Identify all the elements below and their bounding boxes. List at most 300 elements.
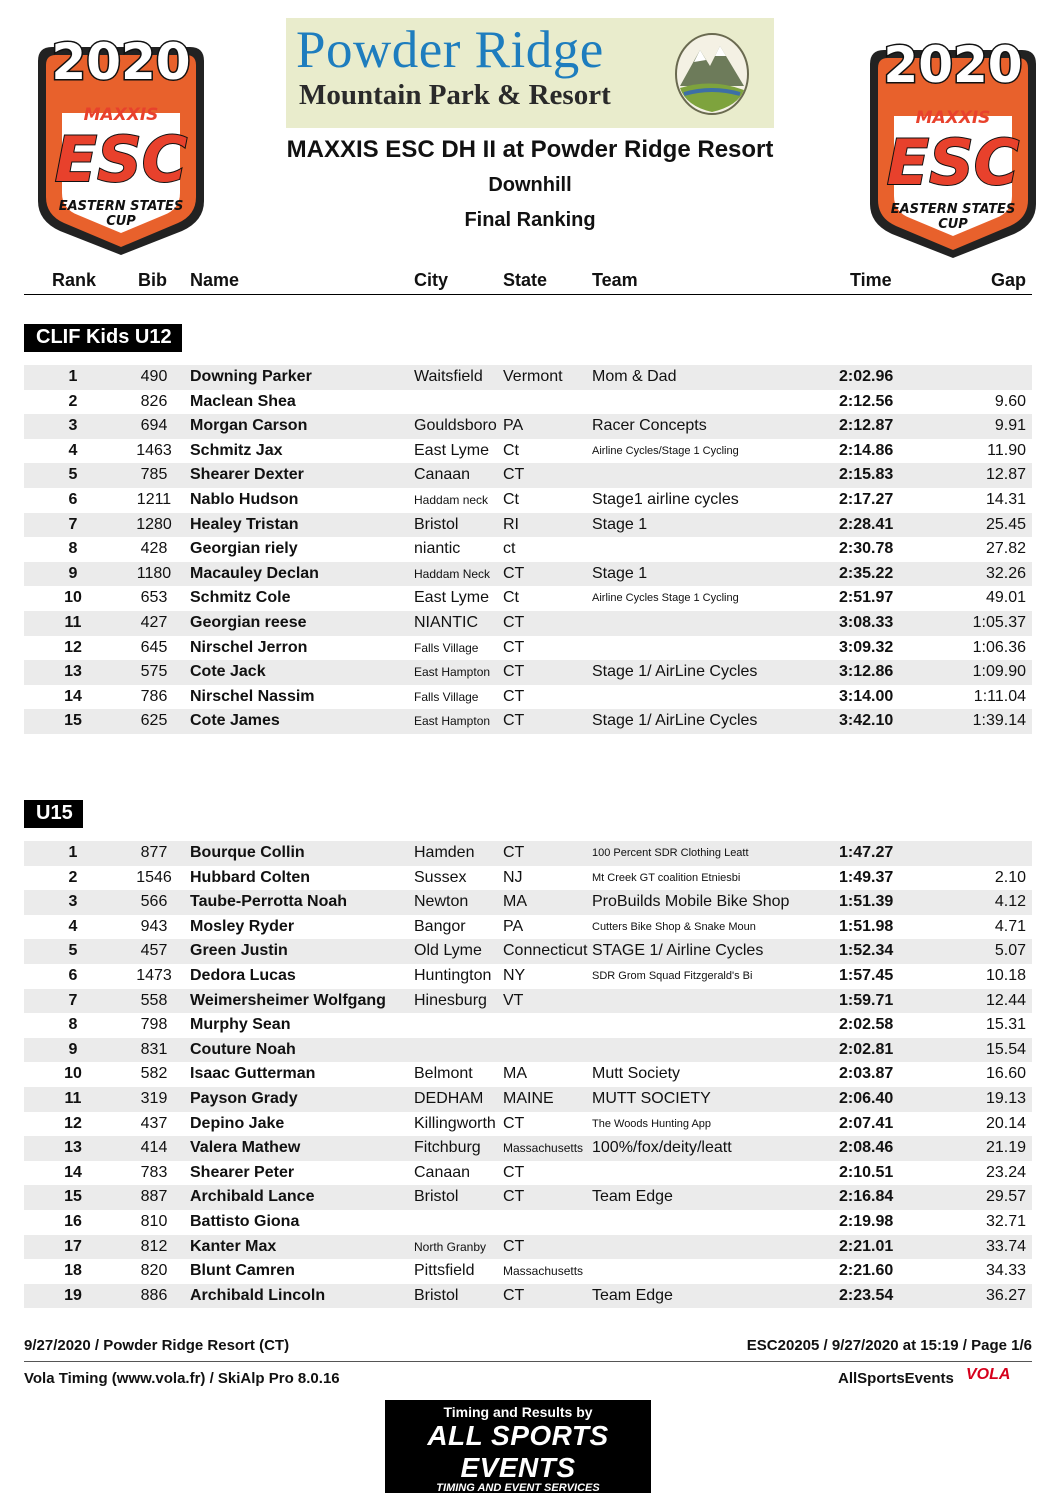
cell-team: The Woods Hunting App xyxy=(592,1117,712,1130)
cell-rank: 15 xyxy=(64,712,82,730)
cell-time: 2:28.41 xyxy=(839,515,894,533)
cell-time: 2:08.46 xyxy=(839,1139,894,1157)
footer-right: ESC20205 / 9/27/2020 at 15:19 / Page 1/6 xyxy=(746,1337,1032,1354)
cell-gap: 19.13 xyxy=(985,1089,1026,1107)
cell-gap: 33.74 xyxy=(985,1237,1026,1255)
cell-rank: 6 xyxy=(68,966,78,984)
table-row xyxy=(24,488,1032,513)
cell-rank: 9 xyxy=(68,1040,78,1058)
cell-team: 100 Percent SDR Clothing Leatt xyxy=(592,847,749,859)
cell-state: Massachusetts xyxy=(503,1141,584,1156)
cell-bib: 558 xyxy=(140,991,168,1009)
col-gap: Gap xyxy=(990,270,1026,290)
table-row xyxy=(24,841,1032,866)
cell-city: Canaan xyxy=(414,1163,471,1181)
cell-city: niantic xyxy=(414,540,461,558)
cell-time: 1:51.98 xyxy=(839,917,894,935)
cell-gap: 1:11.04 xyxy=(973,687,1026,705)
category-header: U15 xyxy=(24,800,83,828)
cell-state: CT xyxy=(503,1163,525,1181)
cell-rank: 5 xyxy=(68,942,78,960)
cell-name: Hubbard Colten xyxy=(190,868,310,886)
cell-state: CT xyxy=(503,466,525,484)
table-row xyxy=(24,1185,1032,1210)
cell-city: North Granby xyxy=(414,1239,487,1254)
cell-gap: 9.91 xyxy=(994,417,1026,435)
cell-rank: 3 xyxy=(68,893,78,911)
cell-gap: 4.71 xyxy=(994,917,1026,935)
cell-time: 3:09.32 xyxy=(839,638,894,656)
cell-gap: 14.31 xyxy=(985,490,1026,508)
table-row xyxy=(24,964,1032,989)
cell-team: Mt Creek GT coalition Etniesbi xyxy=(592,871,741,884)
cell-time: 2:02.96 xyxy=(839,368,894,385)
cell-city: East Lyme xyxy=(414,441,489,459)
cell-name: Isaac Gutterman xyxy=(190,1065,316,1083)
cell-city: Falls Village xyxy=(414,689,479,704)
cell-state: Ct xyxy=(503,490,519,508)
cell-rank: 18 xyxy=(64,1262,82,1280)
cell-gap: 2.10 xyxy=(994,868,1026,886)
table-row xyxy=(24,390,1032,415)
cell-state: ct xyxy=(503,540,516,558)
cell-bib: 490 xyxy=(140,368,168,385)
cell-city: Killingworth xyxy=(414,1114,496,1132)
powder-ridge-banner xyxy=(286,18,774,128)
cell-gap: 34.33 xyxy=(985,1262,1026,1280)
cell-rank: 13 xyxy=(64,663,82,681)
svg-text:ESC: ESC xyxy=(886,126,1020,199)
cell-name: Nirschel Jerron xyxy=(190,638,308,656)
cell-name: Nablo Hudson xyxy=(190,490,299,508)
svg-text:EASTERN STATES: EASTERN STATES xyxy=(58,199,184,214)
esc-logo-right xyxy=(864,28,1042,260)
cell-gap: 12.44 xyxy=(985,991,1026,1009)
cell-team: Stage 1/ AirLine Cycles xyxy=(592,663,758,681)
cell-name: Downing Parker xyxy=(190,368,312,385)
table-row xyxy=(24,866,1032,891)
cell-time: 3:14.00 xyxy=(839,687,894,705)
cell-city: Pittsfield xyxy=(414,1262,475,1280)
cell-team: Team Edge xyxy=(592,1286,673,1304)
cell-city: DEDHAM xyxy=(414,1089,484,1107)
cell-bib: 437 xyxy=(140,1114,168,1132)
svg-text:CUP: CUP xyxy=(106,214,136,229)
cell-gap: 16.60 xyxy=(985,1065,1026,1083)
cell-gap: 1:06.36 xyxy=(972,638,1026,656)
cell-rank: 11 xyxy=(64,1089,82,1107)
column-headers xyxy=(24,270,1032,295)
table-row xyxy=(24,365,1032,390)
cell-city: Bristol xyxy=(414,515,459,533)
cell-state: Vermont xyxy=(503,368,563,385)
table-row xyxy=(24,1087,1032,1112)
table-row xyxy=(24,636,1032,661)
cell-bib: 1463 xyxy=(136,441,172,459)
cell-team: ProBuilds Mobile Bike Shop xyxy=(592,893,790,911)
cell-name: Murphy Sean xyxy=(190,1016,291,1034)
cell-state: RI xyxy=(503,515,519,533)
footer-organizer: AllSportsEvents xyxy=(838,1370,954,1387)
cell-time: 2:02.58 xyxy=(839,1016,894,1034)
svg-text:ESC: ESC xyxy=(54,123,188,196)
cell-gap: 9.60 xyxy=(994,392,1026,410)
cell-time: 1:51.39 xyxy=(839,893,894,911)
cell-gap: 32.71 xyxy=(985,1212,1026,1230)
cell-bib: 887 xyxy=(140,1188,168,1206)
cell-city: Waitsfield xyxy=(414,368,483,385)
cell-bib: 812 xyxy=(140,1237,168,1255)
cell-time: 2:02.81 xyxy=(839,1040,894,1058)
cell-rank: 13 xyxy=(64,1139,82,1157)
cell-state: CT xyxy=(503,1286,525,1304)
cell-gap: 32.26 xyxy=(985,564,1026,582)
cell-state: CT xyxy=(503,687,525,705)
cell-state: VT xyxy=(503,991,524,1009)
table-row xyxy=(24,1235,1032,1260)
cell-bib: 566 xyxy=(140,893,168,911)
vola-logo: VOLA xyxy=(966,1366,1011,1383)
table-row xyxy=(24,890,1032,915)
cell-rank: 12 xyxy=(64,638,82,656)
cell-rank: 14 xyxy=(64,687,82,705)
table-row xyxy=(24,463,1032,488)
all-sports-events-logo: Timing and Results by ALL SPORTS EVENTS TIMING AND EVENT SERVICES www.allsportsevents.com xyxy=(385,1400,651,1493)
cell-state: PA xyxy=(503,917,524,935)
cell-state: Connecticut xyxy=(503,942,588,960)
cell-rank: 12 xyxy=(64,1114,82,1132)
cell-name: Payson Grady xyxy=(190,1089,298,1107)
mountain-icon xyxy=(672,28,752,118)
cell-rank: 19 xyxy=(64,1286,82,1304)
ranking-title: Final Ranking xyxy=(464,209,596,231)
cell-name: Archibald Lance xyxy=(190,1188,315,1206)
cell-name: Weimersheimer Wolfgang xyxy=(190,991,386,1009)
cell-rank: 7 xyxy=(68,515,78,533)
cell-team: 100%/fox/deity/leatt xyxy=(592,1139,732,1157)
cell-rank: 3 xyxy=(68,417,78,435)
cell-team: SDR Grom Squad Fitzgerald's Bi xyxy=(592,969,753,982)
cell-city: Old Lyme xyxy=(414,942,482,960)
col-name: Name xyxy=(190,270,240,290)
table-row xyxy=(24,685,1032,710)
cell-gap: 36.27 xyxy=(985,1286,1026,1304)
cell-time: 2:19.98 xyxy=(839,1212,894,1230)
cell-time: 2:51.97 xyxy=(839,589,894,607)
cell-state: CT xyxy=(503,564,525,582)
cell-time: 2:12.87 xyxy=(839,417,894,435)
cell-city: Falls Village xyxy=(414,640,479,655)
cell-bib: 798 xyxy=(140,1016,168,1034)
table-row xyxy=(24,989,1032,1014)
cell-rank: 4 xyxy=(68,441,78,459)
cell-time: 2:12.56 xyxy=(839,392,894,410)
cell-name: Georgian riely xyxy=(190,540,298,558)
cell-rank: 10 xyxy=(64,1065,82,1083)
cell-state: Massachusetts xyxy=(503,1264,584,1279)
cell-bib: 1546 xyxy=(136,868,172,886)
cell-gap: 27.82 xyxy=(985,540,1026,558)
cell-rank: 8 xyxy=(68,1016,78,1034)
cell-rank: 6 xyxy=(68,490,78,508)
cell-time: 2:17.27 xyxy=(839,490,894,508)
cell-team: Stage 1 xyxy=(592,515,648,533)
cell-time: 2:35.22 xyxy=(839,564,894,582)
cell-rank: 2 xyxy=(68,392,78,410)
footer-software: Vola Timing (www.vola.fr) / SkiAlp Pro 8.0.16 xyxy=(24,1370,340,1387)
svg-text:CUP: CUP xyxy=(938,217,968,232)
cell-name: Archibald Lincoln xyxy=(190,1286,326,1304)
table-row xyxy=(24,1259,1032,1284)
cell-bib: 886 xyxy=(140,1286,168,1304)
table-row xyxy=(24,414,1032,439)
cell-bib: 826 xyxy=(140,392,168,410)
cell-name: Kanter Max xyxy=(190,1237,277,1255)
cell-state: PA xyxy=(503,417,524,435)
cell-name: Georgian reese xyxy=(190,613,307,631)
cell-state: CT xyxy=(503,844,525,861)
cell-bib: 1211 xyxy=(136,490,172,508)
cell-name: Shearer Dexter xyxy=(190,466,304,484)
svg-text:MAXXIS: MAXXIS xyxy=(915,108,991,128)
cell-state: Ct xyxy=(503,441,519,459)
cell-name: Blunt Camren xyxy=(190,1262,295,1280)
cell-rank: 9 xyxy=(68,564,78,582)
cell-rank: 1 xyxy=(68,368,78,385)
table-row xyxy=(24,939,1032,964)
table-row xyxy=(24,562,1032,587)
cell-bib: 625 xyxy=(140,712,168,730)
cell-gap: 21.19 xyxy=(985,1139,1026,1157)
cell-city: Huntington xyxy=(414,966,492,984)
cell-team: Cutters Bike Shop & Snake Moun xyxy=(592,920,756,933)
cell-bib: 1280 xyxy=(136,515,172,533)
cell-name: Nirschel Nassim xyxy=(190,687,315,705)
cell-bib: 943 xyxy=(140,917,168,935)
cell-bib: 582 xyxy=(140,1065,168,1083)
cell-city: Canaan xyxy=(414,466,471,484)
discipline: Downhill xyxy=(488,174,572,196)
cell-bib: 785 xyxy=(140,466,168,484)
cell-team: Airline Cycles Stage 1 Cycling xyxy=(592,592,739,605)
table-row xyxy=(24,660,1032,685)
cell-name: Macauley Declan xyxy=(190,564,319,582)
cell-bib: 810 xyxy=(140,1212,168,1230)
cell-team: MUTT SOCIETY xyxy=(592,1089,711,1107)
results-table-u15 xyxy=(24,841,1032,1308)
cell-state: MAINE xyxy=(503,1089,554,1107)
cell-rank: 16 xyxy=(64,1212,82,1230)
cell-gap: 15.31 xyxy=(985,1016,1026,1034)
cell-bib: 575 xyxy=(140,663,168,681)
cell-city: NIANTIC xyxy=(414,613,478,631)
cell-gap: 49.01 xyxy=(985,589,1026,607)
cell-city: Bangor xyxy=(414,917,466,935)
footer-info xyxy=(24,1337,1032,1362)
cell-gap: 15.54 xyxy=(985,1040,1026,1058)
table-row xyxy=(24,513,1032,538)
cell-gap: 5.07 xyxy=(994,942,1026,960)
cell-rank: 15 xyxy=(64,1188,82,1206)
cell-time: 1:49.37 xyxy=(839,868,894,886)
cell-team: Mutt Society xyxy=(592,1065,681,1083)
cell-time: 3:42.10 xyxy=(839,712,894,730)
cell-team: Airline Cycles/Stage 1 Cycling xyxy=(592,444,739,457)
cell-gap: 10.18 xyxy=(985,966,1026,984)
cell-state: CT xyxy=(503,1114,525,1132)
cell-state: NY xyxy=(503,966,526,984)
cell-gap: 23.24 xyxy=(985,1163,1026,1181)
cell-bib: 783 xyxy=(140,1163,168,1181)
cell-name: Bourque Collin xyxy=(190,844,305,861)
cell-rank: 2 xyxy=(68,868,78,886)
cell-city: Belmont xyxy=(414,1065,473,1083)
cell-bib: 428 xyxy=(140,540,168,558)
cell-city: Bristol xyxy=(414,1286,459,1304)
cell-city: East Hampton xyxy=(414,665,491,680)
cell-bib: 427 xyxy=(140,613,168,631)
cell-city: East Lyme xyxy=(414,589,489,607)
cell-team: Stage 1/ AirLine Cycles xyxy=(592,712,758,730)
cell-team: STAGE 1/ Airline Cycles xyxy=(592,942,764,960)
results-table-u12 xyxy=(24,365,1032,734)
cell-time: 1:57.45 xyxy=(839,966,894,984)
banner-line1: Powder Ridge xyxy=(296,21,604,79)
cell-time: 2:30.78 xyxy=(839,540,894,558)
cell-name: Cote James xyxy=(190,712,280,730)
banner-line2: Mountain Park & Resort xyxy=(299,79,611,111)
table-row xyxy=(24,586,1032,611)
cell-time: 2:07.41 xyxy=(839,1114,894,1132)
table-row xyxy=(24,709,1032,734)
cell-city: Haddam Neck xyxy=(414,566,491,581)
col-time: Time xyxy=(850,270,892,290)
cell-name: Valera Mathew xyxy=(190,1139,301,1157)
cell-time: 3:12.86 xyxy=(839,663,894,681)
cell-state: CT xyxy=(503,613,525,631)
cell-bib: 1180 xyxy=(136,564,172,582)
col-city: City xyxy=(414,270,449,290)
cell-bib: 319 xyxy=(140,1089,168,1107)
cell-rank: 4 xyxy=(68,917,78,935)
cell-bib: 653 xyxy=(140,589,168,607)
col-team: Team xyxy=(592,270,638,290)
cell-name: Taube-Perrotta Noah xyxy=(190,893,348,911)
cell-state: NJ xyxy=(503,868,523,886)
col-state: State xyxy=(503,270,548,290)
cell-gap: 29.57 xyxy=(985,1188,1026,1206)
cell-time: 2:23.54 xyxy=(839,1286,894,1304)
cell-bib: 786 xyxy=(140,687,168,705)
cell-time: 2:21.01 xyxy=(839,1237,894,1255)
cell-name: Schmitz Jax xyxy=(190,441,283,459)
table-row xyxy=(24,1161,1032,1186)
event-title: MAXXIS ESC DH II at Powder Ridge Resort xyxy=(286,136,774,163)
cell-rank: 14 xyxy=(64,1163,82,1181)
cell-gap: 1:09.90 xyxy=(972,663,1026,681)
cell-state: MA xyxy=(503,893,527,911)
cell-name: Morgan Carson xyxy=(190,417,308,435)
svg-text:EASTERN STATES: EASTERN STATES xyxy=(890,202,1016,217)
cell-gap: 11.90 xyxy=(987,441,1026,459)
cell-city: Bristol xyxy=(414,1188,459,1206)
cell-time: 3:08.33 xyxy=(839,613,894,631)
cell-rank: 7 xyxy=(68,991,78,1009)
table-row xyxy=(24,1013,1032,1038)
cell-state: MA xyxy=(503,1065,527,1083)
cell-state: CT xyxy=(503,638,525,656)
table-row xyxy=(24,915,1032,940)
cell-bib: 645 xyxy=(140,638,168,656)
cell-gap: 20.14 xyxy=(985,1114,1026,1132)
esc-logo-left xyxy=(32,25,210,257)
cell-name: Green Justin xyxy=(190,942,288,960)
cell-gap: 1:05.37 xyxy=(972,613,1026,631)
cell-name: Couture Noah xyxy=(190,1040,296,1058)
cell-time: 2:15.83 xyxy=(839,466,894,484)
table-row xyxy=(24,1210,1032,1235)
cell-name: Cote Jack xyxy=(190,663,266,681)
cell-gap: 1:39.14 xyxy=(972,712,1026,730)
cell-city: East Hampton xyxy=(414,714,491,729)
cell-rank: 1 xyxy=(68,844,78,861)
cell-bib: 694 xyxy=(140,417,168,435)
cell-gap: 25.45 xyxy=(985,515,1026,533)
cell-time: 2:14.86 xyxy=(839,441,894,459)
col-rank: Rank xyxy=(52,270,97,290)
cell-rank: 8 xyxy=(68,540,78,558)
cell-time: 1:47.27 xyxy=(839,844,894,861)
table-row xyxy=(24,1112,1032,1137)
cell-rank: 5 xyxy=(68,466,78,484)
col-bib: Bib xyxy=(138,270,167,290)
cell-time: 2:21.60 xyxy=(839,1262,894,1280)
footer-left: 9/27/2020 / Powder Ridge Resort (CT) xyxy=(24,1337,290,1354)
cell-name: Mosley Ryder xyxy=(190,917,295,935)
table-row xyxy=(24,1038,1032,1063)
cell-bib: 831 xyxy=(140,1040,168,1058)
cell-team: Stage 1 xyxy=(592,564,648,582)
cell-city: Gouldsboro xyxy=(414,417,497,435)
cell-name: Maclean Shea xyxy=(190,392,296,410)
cell-rank: 10 xyxy=(64,589,82,607)
cell-city: Newton xyxy=(414,893,469,911)
cell-city: Sussex xyxy=(414,868,467,886)
table-row xyxy=(24,537,1032,562)
badge-year: 2020 xyxy=(51,33,191,91)
table-row xyxy=(24,611,1032,636)
cell-bib: 1473 xyxy=(136,966,172,984)
cell-state: CT xyxy=(503,663,525,681)
cell-city: Fitchburg xyxy=(414,1139,481,1157)
cell-city: Hamden xyxy=(414,844,475,861)
cell-city: Hinesburg xyxy=(414,991,487,1009)
cell-name: Depino Jake xyxy=(190,1114,285,1132)
cell-rank: 11 xyxy=(64,613,82,631)
cell-bib: 414 xyxy=(140,1139,168,1157)
cell-team: Racer Concepts xyxy=(592,417,707,435)
cell-name: Healey Tristan xyxy=(190,515,299,533)
cell-time: 2:03.87 xyxy=(839,1065,894,1083)
cell-time: 2:10.51 xyxy=(839,1163,894,1181)
cell-name: Shearer Peter xyxy=(190,1163,295,1181)
cell-bib: 820 xyxy=(140,1262,168,1280)
cell-name: Battisto Giona xyxy=(190,1212,300,1230)
cell-state: CT xyxy=(503,1237,525,1255)
cell-gap: 4.12 xyxy=(994,893,1026,911)
cell-bib: 877 xyxy=(140,844,168,861)
cell-name: Dedora Lucas xyxy=(190,966,296,984)
